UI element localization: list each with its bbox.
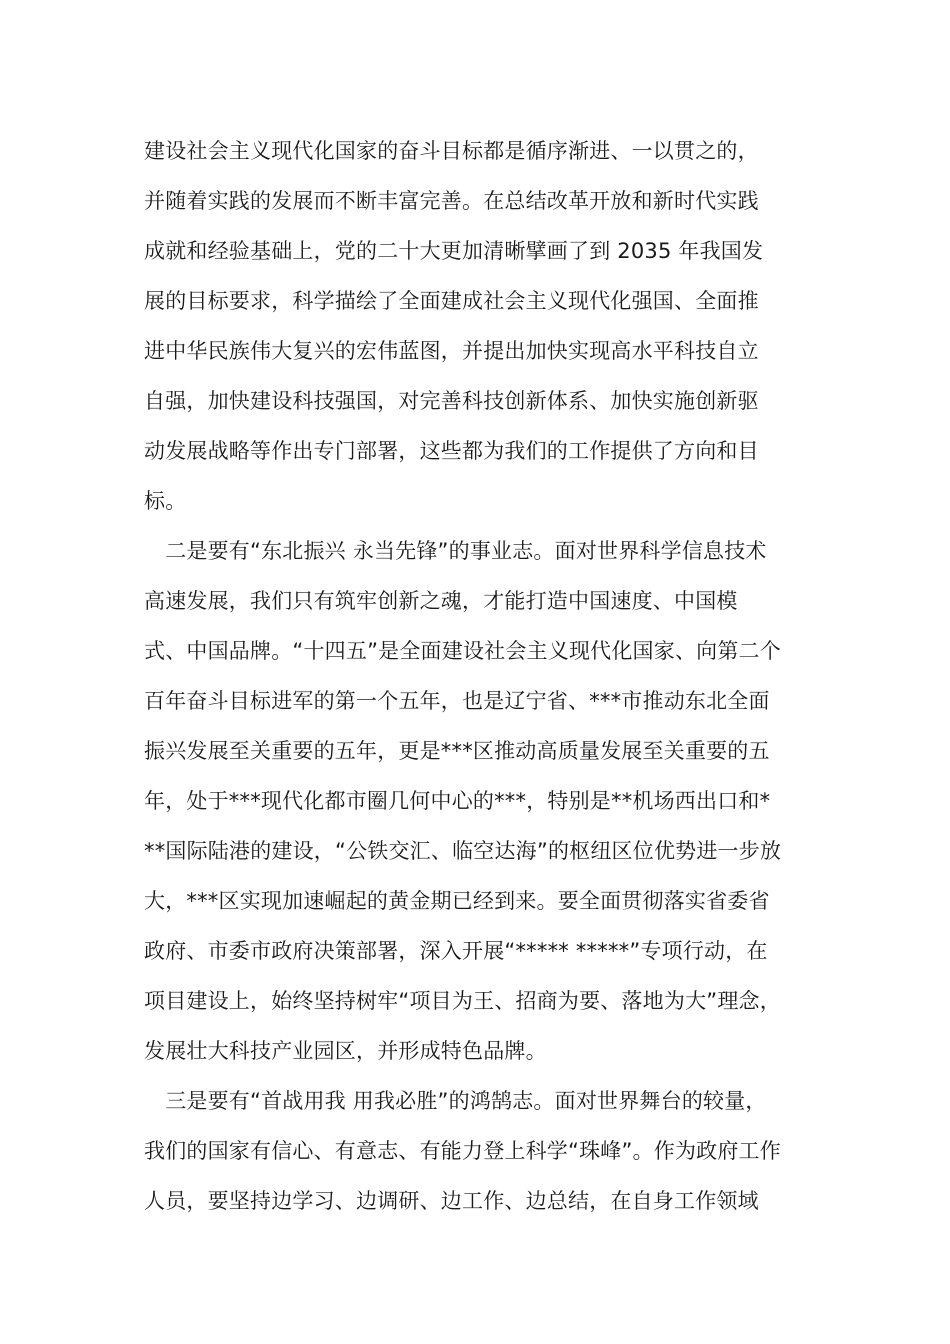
text-line: 标。	[144, 489, 187, 513]
text-line: 式、中国品牌。“十四五”是全面建设社会主义现代化国家、向第二个	[144, 639, 781, 663]
text-line: 并随着实践的发展而不断丰富完善。在总结改革开放和新时代实践	[144, 189, 759, 213]
text-line: 大，***区实现加速崛起的黄金期已经到来。要全面贯彻落实省委省	[144, 889, 770, 913]
text-line: 振兴发展至关重要的五年，更是***区推动高质量发展至关重要的五	[144, 739, 770, 763]
text-line: 人员，要坚持边学习、边调研、边工作、边总结，在自身工作领域	[144, 1189, 759, 1213]
document-body	[144, 126, 808, 1226]
text-line: 政府、市委市政府决策部署，深入开展“***** *****”专项行动，在	[144, 939, 768, 963]
text-line: 成就和经验基础上，党的二十大更加清晰擘画了到 2035 年我国发	[144, 239, 764, 263]
text-line: 展的目标要求，科学描绘了全面建成社会主义现代化强国、全面推	[144, 289, 759, 313]
text-line: 进中华民族伟大复兴的宏伟蓝图，并提出加快实现高水平科技自立	[144, 339, 759, 363]
text-line: 二是要有“东北振兴 永当先锋”的事业志。面对世界科学信息技术	[144, 539, 767, 563]
text-line: 建设社会主义现代化国家的奋斗目标都是循序渐进、一以贯之的，	[144, 139, 759, 163]
text-line: 项目建设上，始终坚持树牢“项目为王、招商为要、落地为大”理念，	[144, 989, 781, 1013]
text-line: 年，处于***现代化都市圈几何中心的***，特别是**机场西出口和*	[144, 789, 771, 813]
text-line: 百年奋斗目标进军的第一个五年，也是辽宁省、***市推动东北全面	[144, 689, 770, 713]
text-line: 高速发展，我们只有筑牢创新之魂，才能打造中国速度、中国模	[144, 589, 738, 613]
text-line: 发展壮大科技产业园区，并形成特色品牌。	[144, 1039, 547, 1063]
text-line: 自强，加快建设科技强国，对完善科技创新体系、加快实施创新驱	[144, 389, 759, 413]
text-line: 动发展战略等作出专门部署，这些都为我们的工作提供了方向和目	[144, 439, 759, 463]
text-line: 三是要有“首战用我 用我必胜”的鸿鹄志。面对世界舞台的较量，	[144, 1089, 767, 1113]
text-line: **国际陆港的建设，“公铁交汇、临空达海”的枢纽区位优势进一步放	[144, 839, 782, 863]
text-line: 我们的国家有信心、有意志、有能力登上科学“珠峰”。作为政府工作	[144, 1139, 781, 1163]
